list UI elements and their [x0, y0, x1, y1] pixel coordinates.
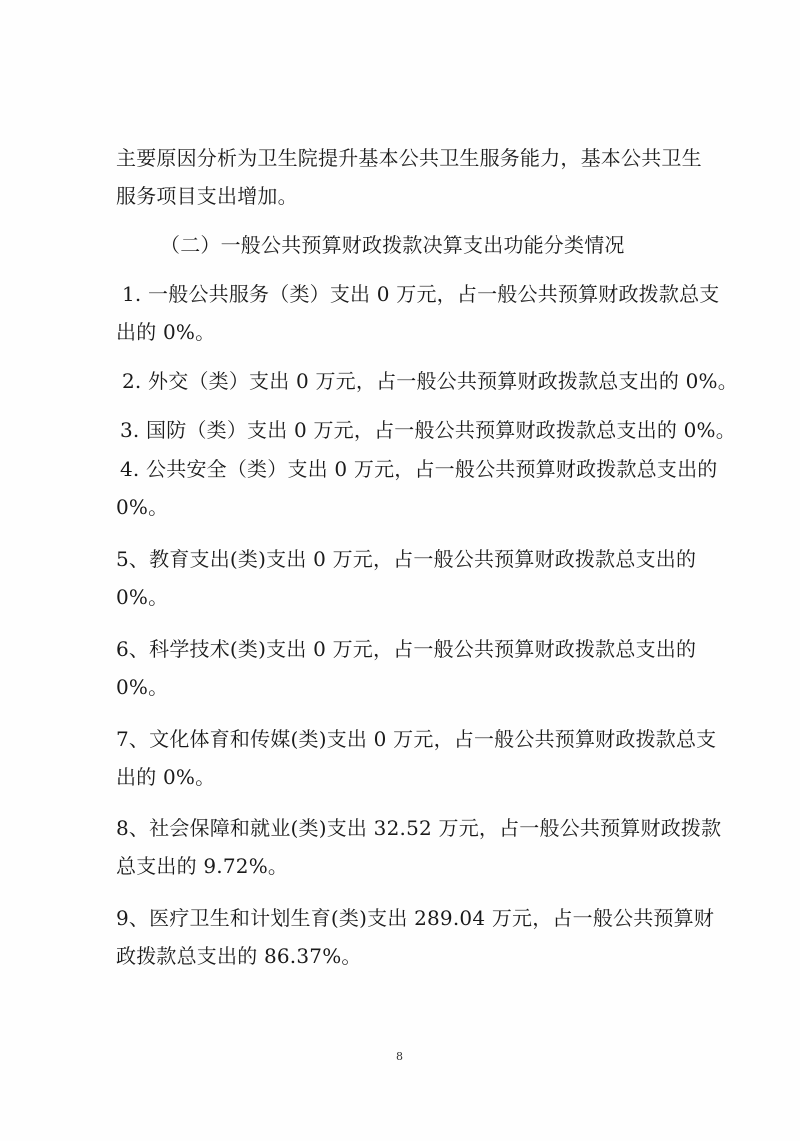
- item-4-line-1: 4. 公共安全（类）支出 0 万元，占一般公共预算财政拨款总支出的: [120, 457, 718, 481]
- page-number: 8: [396, 1050, 403, 1063]
- item-4-line-2: 0%。: [116, 495, 169, 519]
- paragraph-cause-line-2: 服务项目支出增加。: [116, 184, 298, 208]
- section-heading: （二）一般公共预算财政拨款决算支出功能分类情况: [160, 233, 625, 257]
- item-6-line-1: 6、科学技术(类)支出 0 万元，占一般公共预算财政拨款总支出的: [116, 637, 697, 661]
- paragraph-cause-line-1: 主要原因分析为卫生院提升基本公共卫生服务能力，基本公共卫生: [116, 146, 702, 170]
- item-9-line-1: 9、医疗卫生和计划生育(类)支出 289.04 万元，占一般公共预算财: [116, 906, 715, 930]
- item-1-line-2: 出的 0%。: [116, 320, 216, 344]
- item-8-line-1: 8、社会保障和就业(类)支出 32.52 万元，占一般公共预算财政拨款: [116, 816, 722, 840]
- item-7-line-1: 7、文化体育和传媒(类)支出 0 万元，占一般公共预算财政拨款总支: [116, 727, 717, 751]
- item-2-line-1: 2. 外交（类）支出 0 万元，占一般公共预算财政拨款总支出的 0%。: [122, 369, 738, 393]
- item-1-line-1: 1. 一般公共服务（类）支出 0 万元，占一般公共预算财政拨款总支: [122, 282, 720, 306]
- item-9-line-2: 政拨款总支出的 86.37%。: [116, 944, 362, 968]
- item-7-line-2: 出的 0%。: [116, 765, 216, 789]
- item-6-line-2: 0%。: [116, 675, 169, 699]
- item-5-line-1: 5、教育支出(类)支出 0 万元，占一般公共预算财政拨款总支出的: [116, 547, 697, 571]
- item-3-line-1: 3. 国防（类）支出 0 万元，占一般公共预算财政拨款总支出的 0%。: [120, 418, 736, 442]
- item-5-line-2: 0%。: [116, 585, 169, 609]
- item-8-line-2: 总支出的 9.72%。: [116, 854, 289, 878]
